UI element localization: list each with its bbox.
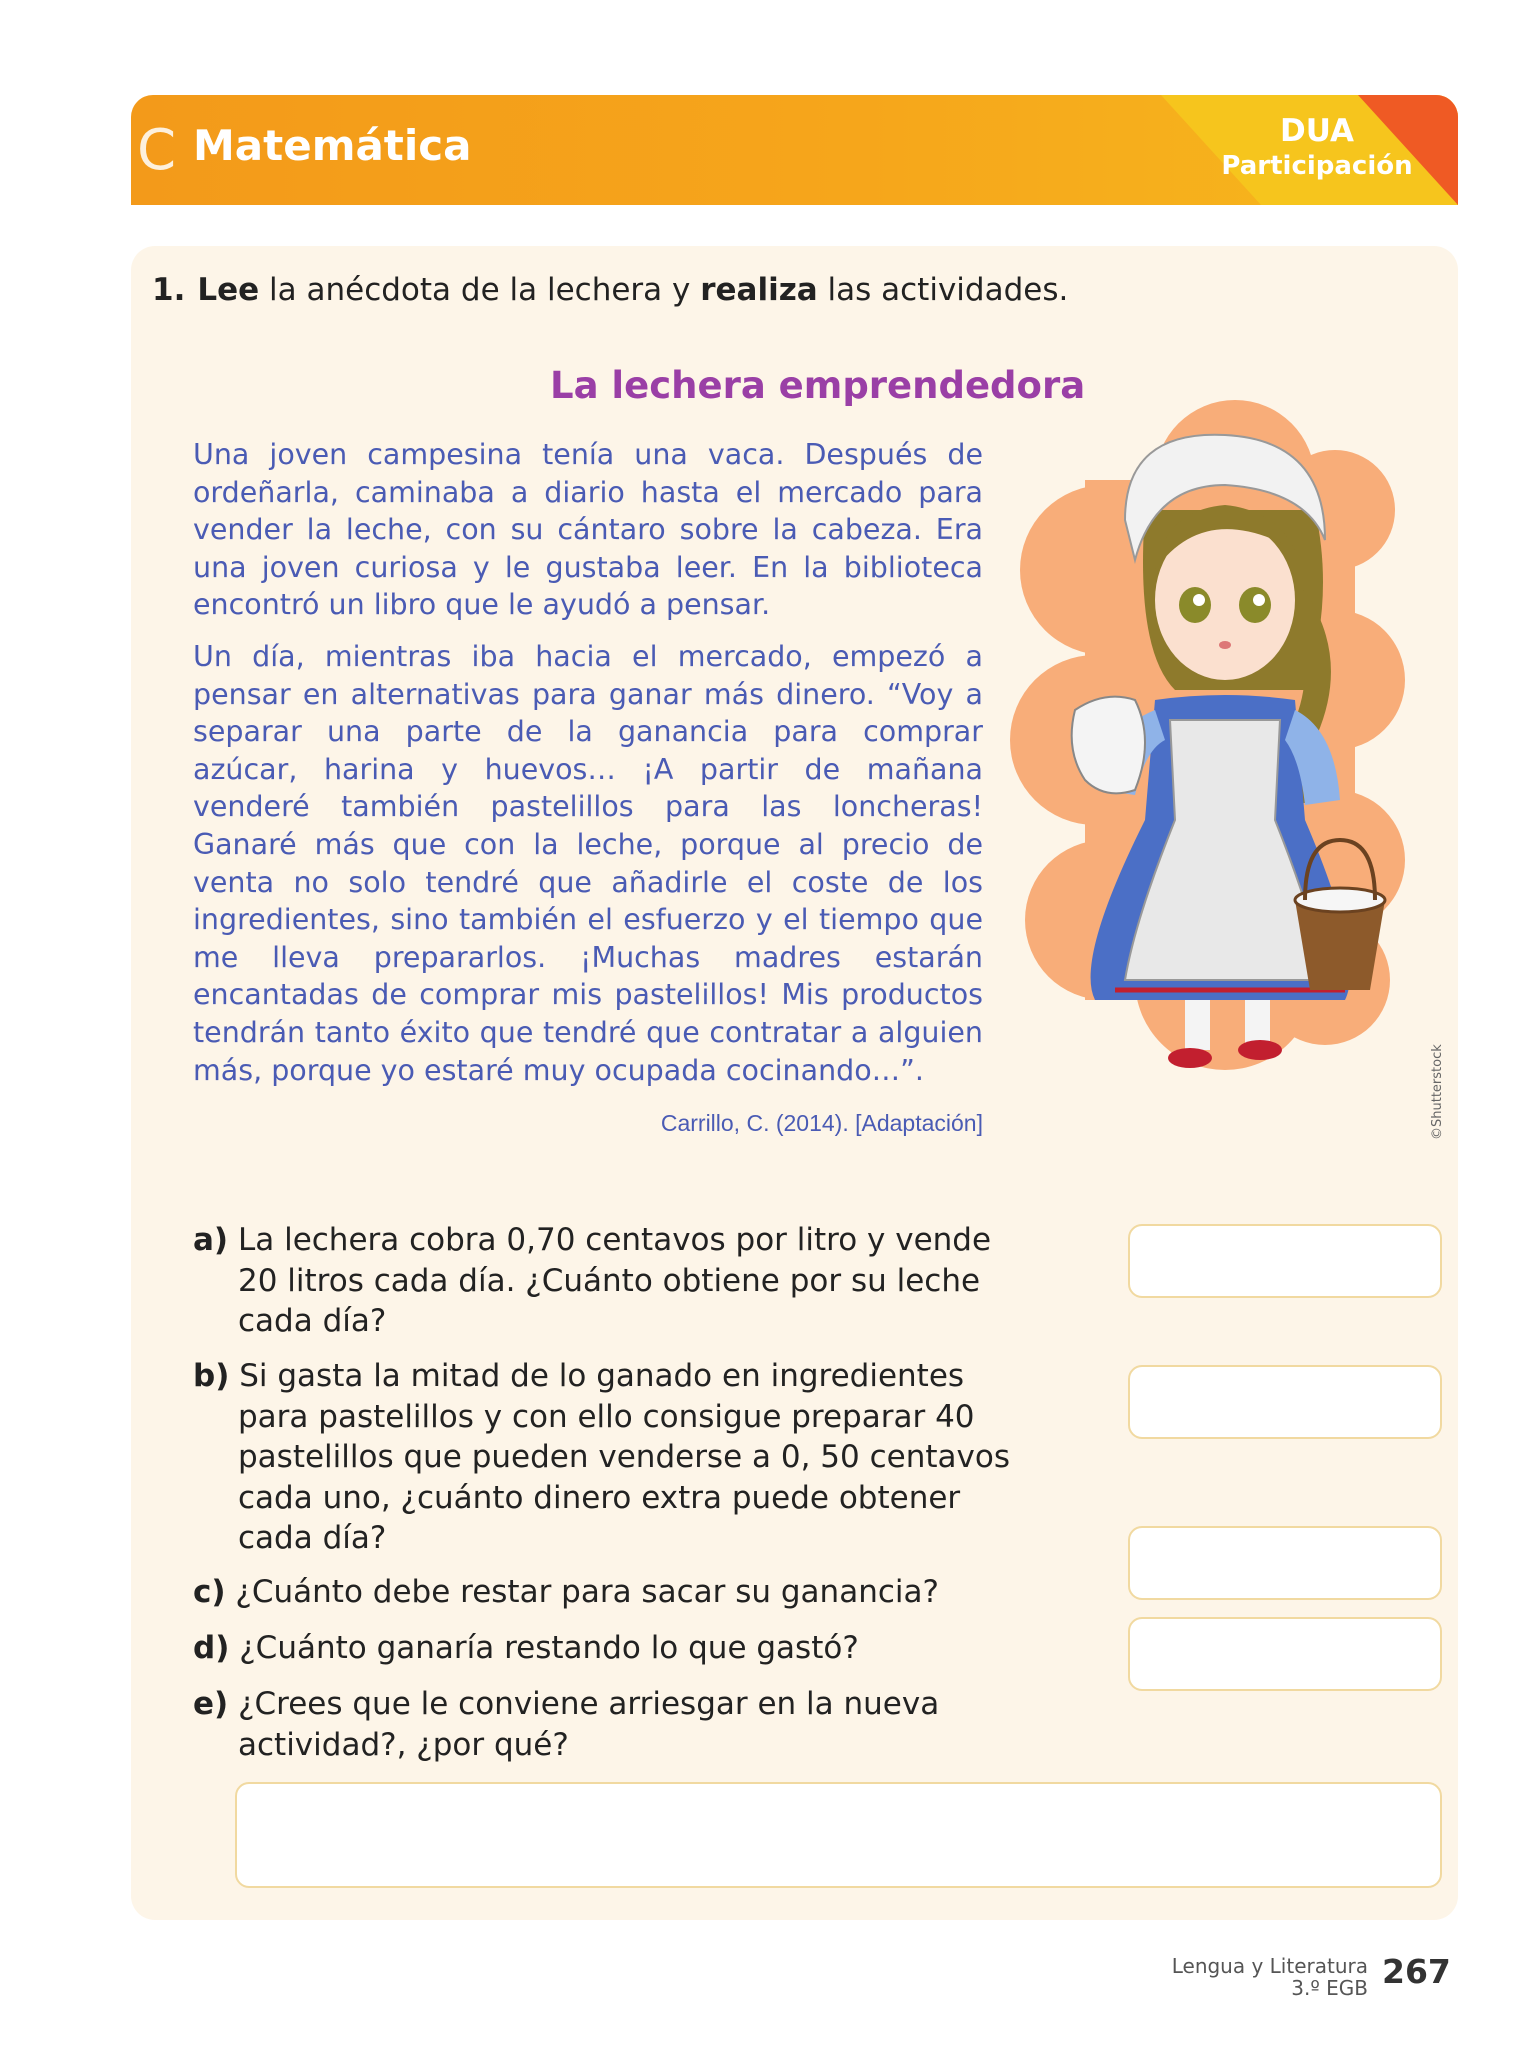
question-text: cada uno, ¿cuánto dinero extra puede obtener bbox=[238, 1479, 961, 1516]
story-paragraph: Un día, mientras iba hacia el mercado, empezó a pensar en alternativas para ganar más dinero. “Voy a separar una parte de la ganancia para comprar azúcar, harina y huevos… ¡A partir de mañana venderé también pastelillos para las loncheras! Ganaré más que con la leche, porque al precio de venta no solo tendré que añadirle el coste de los ingredientes, sino también el esfuerzo y el tiempo que me lleva prepararlos. ¡Muchas madres estarán encantadas de comprar mis pastelillos! Mis productos tendrán tanto éxito que tendré que contratar a alguien más, porque yo estaré muy ocupada cocinando…”. bbox=[193, 639, 983, 1087]
question-letter: e) bbox=[193, 1686, 229, 1722]
story-title: La lechera emprendedora bbox=[550, 364, 1086, 407]
question-a bbox=[193, 1220, 1063, 1342]
milkmaid-illustration bbox=[1005, 400, 1405, 1150]
instruction-text-end: las actividades. bbox=[817, 272, 1069, 308]
answer-box-d[interactable] bbox=[1128, 1617, 1442, 1691]
question-text: Si gasta la mitad de lo ganado en ingredientes bbox=[239, 1358, 965, 1394]
subject-header bbox=[131, 95, 1458, 205]
answer-box-b[interactable] bbox=[1128, 1365, 1442, 1439]
instruction-verb-read: Lee bbox=[197, 272, 260, 308]
instruction-text: la anécdota de la lechera y bbox=[259, 272, 701, 308]
answer-box-a[interactable] bbox=[1128, 1224, 1442, 1298]
dua-sublabel: Participación bbox=[1221, 151, 1413, 181]
question-text: ¿Crees que le conviene arriesgar en la nueva bbox=[238, 1686, 940, 1722]
subject-title: Matemática bbox=[193, 121, 472, 170]
question-text: cada día? bbox=[238, 1520, 387, 1556]
question-d bbox=[193, 1628, 1063, 1669]
story-citation: Carrillo, C. (2014). [Adaptación] bbox=[660, 1110, 983, 1136]
instruction-verb-do: realiza bbox=[700, 272, 818, 308]
question-letter: a) bbox=[193, 1222, 229, 1258]
question-letter: d) bbox=[193, 1630, 230, 1666]
question-text: para pastelillos y con ello consigue preparar 40 bbox=[238, 1398, 975, 1435]
question-text: pastelillos que pueden venderse a 0, 50 centavos bbox=[238, 1439, 1010, 1475]
question-text: ¿Cuánto debe restar para sacar su ganancia? bbox=[235, 1574, 939, 1610]
story-text bbox=[193, 436, 983, 1103]
dua-label: DUA bbox=[1280, 113, 1354, 149]
image-credit: ©Shutterstock bbox=[1430, 1044, 1445, 1140]
subject-logo-icon: C bbox=[137, 118, 177, 183]
footer-grade: 3.º EGB bbox=[1291, 1976, 1368, 2000]
question-e bbox=[193, 1684, 1063, 1765]
question-letter: c) bbox=[193, 1574, 226, 1610]
answer-box-c[interactable] bbox=[1128, 1526, 1442, 1600]
question-text: cada día? bbox=[238, 1303, 387, 1339]
question-text: 20 litros cada día. ¿Cuánto obtiene por su leche bbox=[238, 1262, 981, 1299]
story-paragraph: Una joven campesina tenía una vaca. Después de ordeñarla, caminaba a diario hasta el mercado para vender la leche, con su cántaro sobre la cabeza. Era una joven curiosa y le gustaba leer. En la biblioteca encontró un libro que le ayudó a pensar. bbox=[193, 438, 983, 622]
page-number: 267 bbox=[1382, 1952, 1451, 1991]
question-text: actividad?, ¿por qué? bbox=[238, 1726, 569, 1763]
instruction-number: 1. bbox=[152, 272, 186, 308]
question-text: La lechera cobra 0,70 centavos por litro y vende bbox=[237, 1222, 992, 1258]
question-b bbox=[193, 1356, 1063, 1559]
answer-box-e[interactable] bbox=[235, 1782, 1442, 1888]
footer-subject-name: Lengua y Literatura bbox=[1171, 1954, 1368, 1978]
footer-subject bbox=[1100, 1955, 1368, 1999]
question-letter: b) bbox=[193, 1358, 230, 1394]
question-text: ¿Cuánto ganaría restando lo que gastó? bbox=[239, 1630, 859, 1666]
question-c bbox=[193, 1572, 1063, 1613]
instruction bbox=[152, 272, 1068, 308]
